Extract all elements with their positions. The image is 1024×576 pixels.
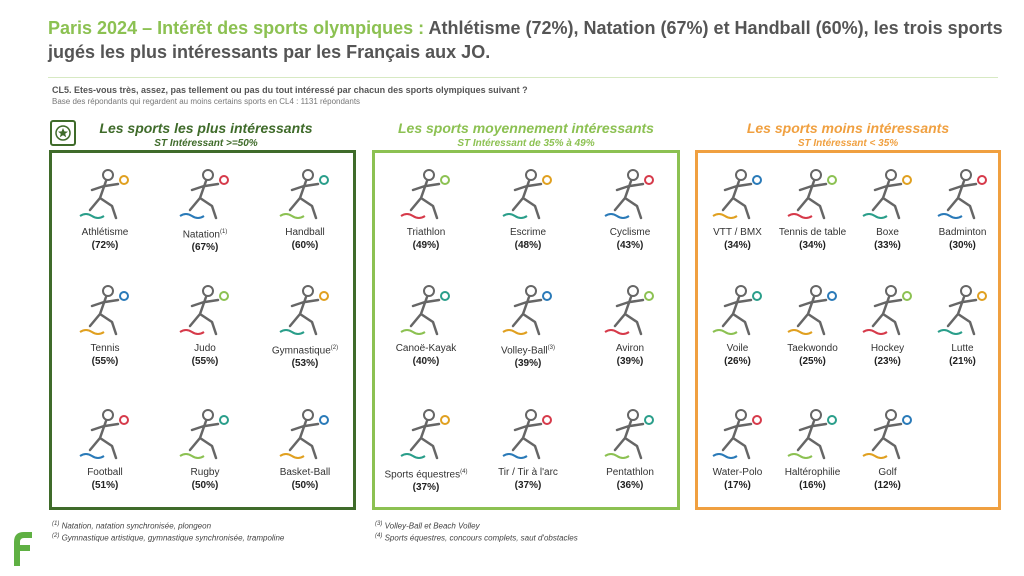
judo-icon	[156, 282, 254, 338]
sport-percentage: (50%)	[291, 480, 319, 491]
sport-item	[156, 160, 254, 282]
fencing-icon	[479, 166, 577, 222]
sport-percentage: (16%)	[799, 480, 826, 491]
tennis-icon	[56, 282, 154, 338]
sport-item	[775, 160, 850, 282]
sport-percentage: (60%)	[291, 240, 319, 251]
sport-name: VTT / BMX	[713, 227, 762, 238]
sport-item	[775, 400, 850, 522]
sport-name: Golf	[878, 467, 897, 478]
sport-item	[850, 400, 925, 522]
sport-item	[925, 276, 1000, 398]
sport-item	[156, 400, 254, 522]
title-highlight: Paris 2024 – Intérêt des sports olympiques :	[48, 18, 425, 38]
footnote-ref: (4)	[460, 469, 468, 475]
sport-name: Lutte	[951, 343, 974, 354]
sport-item	[479, 400, 577, 522]
sport-percentage: (17%)	[724, 480, 751, 491]
sport-percentage: (55%)	[91, 356, 119, 367]
sport-name: Badminton	[938, 227, 987, 238]
sport-item	[700, 160, 775, 282]
page-title	[48, 16, 1008, 64]
sport-item	[256, 276, 354, 398]
sport-name: Pentathlon	[606, 467, 654, 478]
sport-item	[256, 400, 354, 522]
sport-item	[581, 160, 679, 282]
basketball-icon	[256, 406, 354, 462]
sport-percentage: (37%)	[514, 480, 542, 491]
sport-percentage: (25%)	[799, 356, 826, 367]
sport-item	[479, 160, 577, 282]
footnote-2: $^{(2)}$ Gymnastique artistique, gymnastique synchronisée, trampoline	[52, 533, 285, 543]
sport-name: Aviron	[615, 343, 645, 354]
sport-percentage: (55%)	[191, 356, 219, 367]
pentathlon-icon	[581, 406, 679, 462]
sport-item	[775, 276, 850, 398]
sport-item	[700, 276, 775, 398]
sport-name: Basket-Ball	[279, 467, 331, 478]
group-subtitle: ST Intéressant < 35%	[797, 138, 899, 149]
sport-percentage: (34%)	[799, 240, 826, 251]
sport-item	[850, 160, 925, 282]
sport-percentage: (36%)	[616, 480, 644, 491]
footnote-4: $^{(4)}$ Sports équestres, concours complets, saut d'obstacles	[375, 533, 578, 543]
sport-percentage: (53%)	[291, 358, 319, 370]
rugby-icon	[156, 406, 254, 462]
sport-name: Boxe	[876, 227, 899, 238]
sport-percentage: (50%)	[191, 480, 219, 491]
sport-item	[700, 400, 775, 522]
sport-percentage: (33%)	[874, 240, 901, 251]
survey-question: CL5. Etes-vous très, assez, pas tellement ou pas du tout intéressé par chacun des sports olympiques suivant ?	[52, 85, 528, 95]
sport-name: Hockey	[870, 343, 905, 354]
footnote-ref: (3)	[547, 345, 556, 351]
archery-icon	[479, 406, 577, 462]
sport-percentage: (49%)	[412, 240, 440, 251]
sport-name: Cyclisme	[609, 227, 651, 238]
sport-name: Sports équestres$^{(4)}$	[384, 469, 468, 481]
sport-name: Canoë-Kayak	[395, 343, 457, 354]
sport-percentage: (23%)	[874, 356, 901, 367]
sport-item	[581, 400, 679, 522]
swimmer-icon	[156, 166, 254, 222]
sport-name: Judo	[194, 343, 216, 354]
sport-percentage: (51%)	[91, 480, 119, 491]
sport-name: Rugby	[190, 467, 220, 478]
sport-name: Natation$^{(1)}$	[182, 229, 228, 241]
sailing-icon	[700, 282, 775, 338]
taekwondo-icon	[775, 282, 850, 338]
footnote-ref: (2)	[330, 345, 339, 351]
sport-name: Handball	[285, 227, 325, 238]
footnote-1: $^{(1)}$ Natation, natation synchronisée, plongeon	[52, 521, 212, 531]
sport-name: Gymnastique$^{(2)}$	[271, 345, 339, 357]
equestrian-icon	[377, 406, 475, 462]
group-header-most	[56, 120, 356, 150]
cycling-icon	[581, 166, 679, 222]
sport-name: Water-Polo	[712, 467, 763, 478]
sport-item	[156, 276, 254, 398]
footnote-3: $^{(3)}$ Volley-Ball et Beach Volley	[375, 521, 480, 531]
sport-name: Haltérophilie	[784, 467, 841, 478]
sport-name: Voile	[726, 343, 749, 354]
sport-percentage: (39%)	[616, 356, 644, 367]
sport-percentage: (26%)	[724, 356, 751, 367]
sport-item	[377, 400, 475, 522]
survey-base: Base des répondants qui regardent au moins certains sports en CL4 : 1131 répondants	[52, 97, 361, 106]
group-header-medium	[372, 120, 680, 150]
sport-name: Taekwondo	[787, 343, 838, 354]
group-title: Les sports les plus intéressants	[99, 120, 313, 136]
runner-icon	[56, 166, 154, 222]
sport-name: Escrime	[509, 227, 547, 238]
sport-item	[479, 276, 577, 398]
sport-percentage: (67%)	[191, 242, 219, 254]
volleyball-icon	[479, 282, 577, 338]
brand-logo	[8, 528, 36, 568]
sport-item	[256, 160, 354, 282]
rowing-icon	[581, 282, 679, 338]
footnote-ref: (1)	[219, 229, 228, 235]
sport-name: Tennis	[90, 343, 120, 354]
football-icon	[56, 406, 154, 462]
group-title: Les sports moins intéressants	[746, 120, 950, 136]
sport-item	[56, 160, 154, 282]
table-tennis-icon	[775, 166, 850, 222]
title-text: Athlétisme (72%), Natation (67%) et Handball (60%), les trois sports jugés les plus intéressants par les Français aux JO.	[48, 18, 1003, 62]
handball-icon	[256, 166, 354, 222]
sport-percentage: (72%)	[91, 240, 119, 251]
golf-icon	[850, 406, 925, 462]
divider	[48, 77, 998, 78]
wrestling-icon	[925, 282, 1000, 338]
sport-percentage: (43%)	[616, 240, 644, 251]
triathlon-icon	[377, 166, 475, 222]
water-polo-icon	[700, 406, 775, 462]
badminton-icon	[925, 166, 1000, 222]
sport-item	[56, 276, 154, 398]
canoe-icon	[377, 282, 475, 338]
gymnastics-icon	[256, 282, 354, 338]
sport-name: Triathlon	[406, 227, 446, 238]
weightlifting-icon	[775, 406, 850, 462]
sport-percentage: (37%)	[412, 482, 440, 494]
sport-percentage: (30%)	[949, 240, 976, 251]
group-subtitle: ST Intéressant >=50%	[154, 138, 258, 149]
group-header-least	[695, 120, 1001, 150]
boxing-icon	[850, 166, 925, 222]
sport-name: Athlétisme	[81, 227, 129, 238]
sport-name: Volley-Ball$^{(3)}$	[500, 345, 556, 357]
sport-name: Football	[87, 467, 123, 478]
sport-item	[850, 276, 925, 398]
sport-percentage: (34%)	[724, 240, 751, 251]
sport-item	[56, 400, 154, 522]
sport-item	[377, 160, 475, 282]
sport-percentage: (21%)	[949, 356, 976, 367]
sport-item	[925, 160, 1000, 282]
sport-name: Tennis de table	[778, 227, 847, 238]
sport-percentage: (40%)	[412, 356, 440, 367]
sport-item	[377, 276, 475, 398]
bmx-icon	[700, 166, 775, 222]
sport-percentage: (12%)	[874, 480, 901, 491]
group-subtitle: ST Intéressant de 35% à 49%	[457, 138, 595, 149]
sport-percentage: (39%)	[514, 358, 542, 370]
group-title: Les sports moyennement intéressants	[398, 120, 654, 136]
sport-name: Tir / Tir à l'arc	[498, 467, 558, 478]
hockey-icon	[850, 282, 925, 338]
sport-percentage: (48%)	[514, 240, 542, 251]
sport-item	[581, 276, 679, 398]
